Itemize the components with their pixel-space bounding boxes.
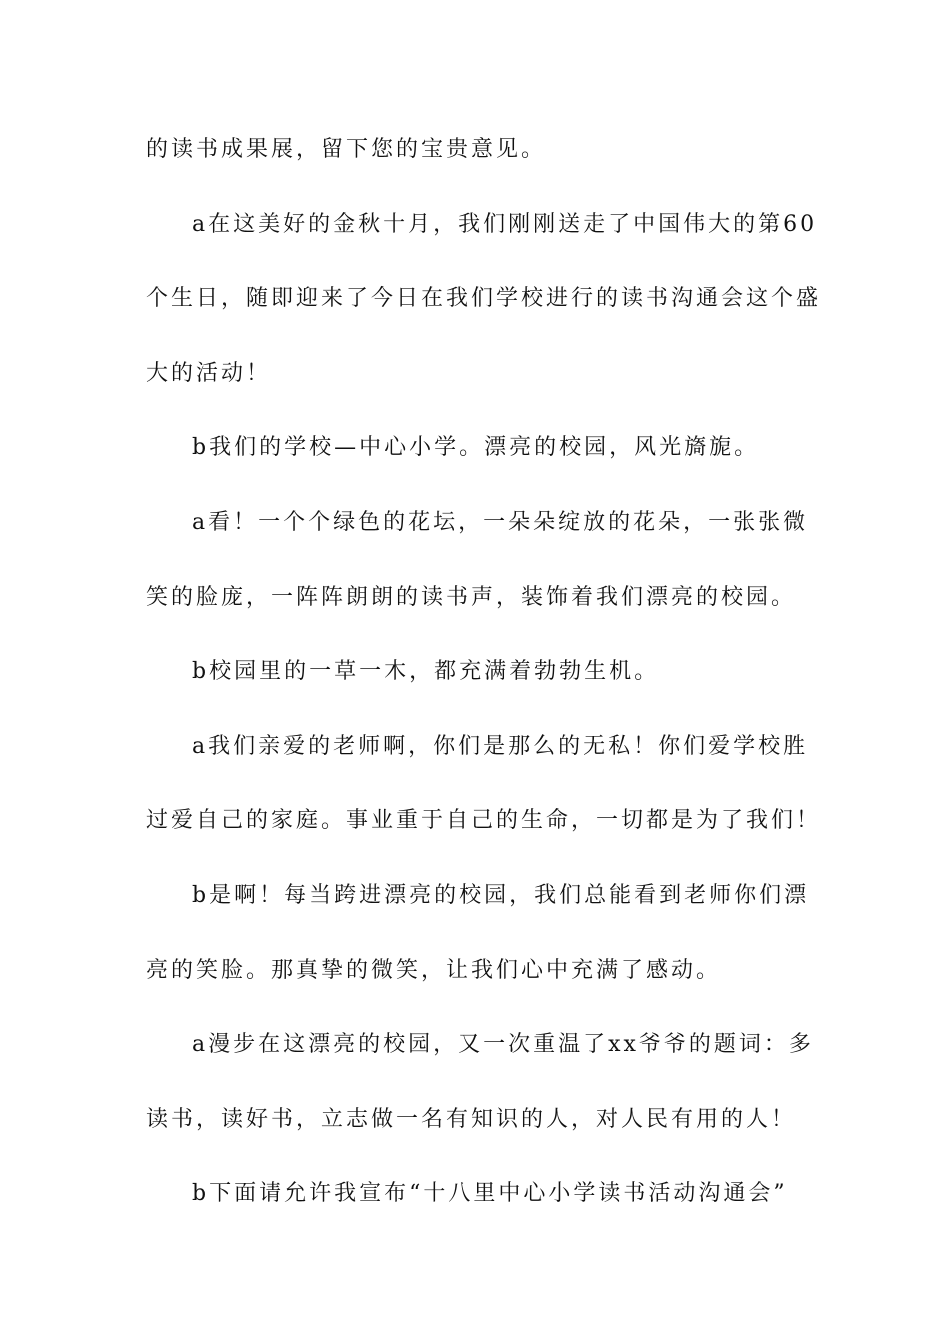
text-line: 大的活动！ — [146, 360, 272, 386]
text-line: 的读书成果展，留下您的宝贵意见。 — [146, 137, 547, 162]
text-line: a看！一个个绿色的花坛，一朵朵绽放的花朵，一张张微 — [192, 509, 809, 535]
text-line: 笑的脸庞，一阵阵朗朗的读书声，装饰着我们漂亮的校园。 — [146, 584, 797, 610]
text-line: b我们的学校—中心小学。漂亮的校园，风光旖旎。 — [192, 435, 760, 461]
text-line: 过爱自己的家庭。事业重于自己的生命，一切都是为了我们！ — [146, 808, 822, 834]
text-line: a漫步在这漂亮的校园，又一次重温了xx爷爷的题词：多 — [192, 1032, 814, 1058]
text-line: b下面请允许我宣布“十八里中心小学读书活动沟通会” — [192, 1181, 788, 1207]
text-line: 亮的笑脸。那真挚的微笑，让我们心中充满了感动。 — [146, 957, 722, 983]
text-line: b是啊！每当跨进漂亮的校园，我们总能看到老师你们漂 — [192, 882, 810, 908]
text-line: a在这美好的金秋十月，我们刚刚送走了中国伟大的第60 — [192, 211, 818, 237]
body-text — [146, 128, 822, 1247]
text-line: 个生日，随即迎来了今日在我们学校进行的读书沟通会这个盛 — [146, 286, 822, 312]
text-line: b校园里的一草一木，都充满着勃勃生机。 — [192, 659, 660, 685]
text-line: a我们亲爱的老师啊，你们是那么的无私！你们爱学校胜 — [192, 733, 809, 759]
text-line: 读书，读好书，立志做一名有知识的人，对人民有用的人！ — [146, 1106, 797, 1132]
